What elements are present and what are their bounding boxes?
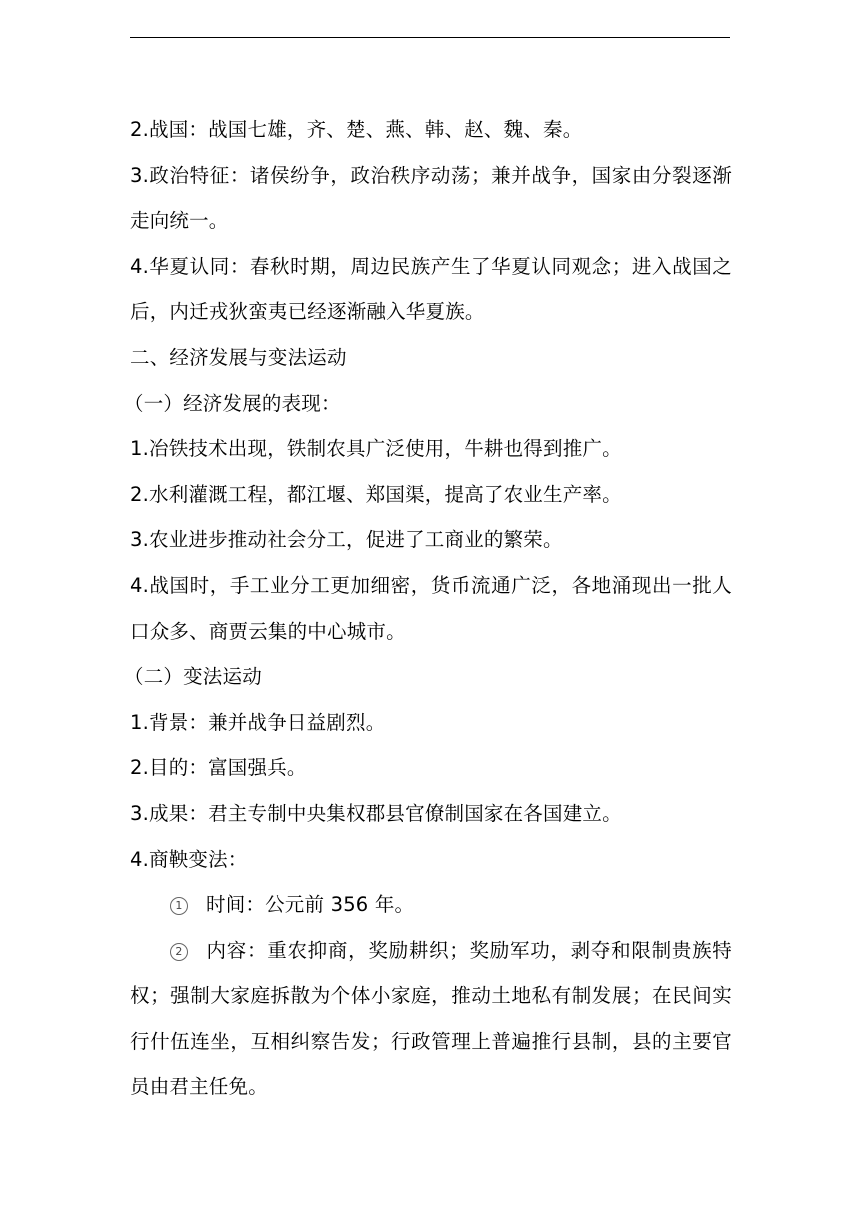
paragraph-handicraft-cities: 4.战国时，手工业分工更加细密，货币流通广泛，各地涌现出一批人口众多、商贾云集的中心城市。 <box>130 573 732 643</box>
paragraph-irrigation: 2.水利灌溉工程，都江堰、郑国渠，提高了农业生产率。 <box>130 482 622 506</box>
document-body <box>124 107 732 1110</box>
subsection-heading-economic-development: （一）经济发展的表现： <box>124 391 341 415</box>
list-item-time <box>130 882 732 928</box>
paragraph-background: 1.背景：兼并战争日益剧烈。 <box>130 710 386 734</box>
list-item-content <box>130 928 732 1110</box>
list-item-text: 内容：重农抑商，奖励耕织；奖励军功，剥夺和限制贵族特权；强制大家庭拆散为个体小家庭，推动土地私有制发展；在民间实行什伍连坐，互相纠察告发；行政管理上普遍推行县制，县的主要官员由君主任免。 <box>130 938 732 1099</box>
paragraph-purpose: 2.目的：富国强兵。 <box>130 756 307 780</box>
paragraph-shang-yang-reform: 4.商鞅变法： <box>130 847 248 871</box>
section-heading-economy-reform: 二、经济发展与变法运动 <box>130 345 347 369</box>
list-item-text: 时间：公元前 356 年。 <box>206 893 415 917</box>
subsection-heading-reform-movement: （二）变法运动 <box>124 665 262 689</box>
paragraph-division-of-labor: 3.农业进步推动社会分工，促进了工商业的繁荣。 <box>130 528 563 552</box>
paragraph-warring-states: 2.战国：战国七雄，齐、楚、燕、韩、赵、魏、秦。 <box>130 118 583 141</box>
paragraph-iron-smelting: 1.冶铁技术出现，铁制农具广泛使用，牛耕也得到推广。 <box>130 437 622 461</box>
list-marker-circled-number: 2 <box>170 943 188 961</box>
paragraph-result: 3.成果：君主专制中央集权郡县官僚制国家在各国建立。 <box>130 801 622 825</box>
header-rule <box>130 37 730 38</box>
paragraph-huaxia-identity: 4.华夏认同：春秋时期，周边民族产生了华夏认同观念；进入战国之后，内迁戎狄蛮夷已经逐渐融入华夏族。 <box>130 254 732 324</box>
paragraph-political-features: 3.政治特征：诸侯纷争，政治秩序动荡；兼并战争，国家由分裂逐渐走向统一。 <box>130 163 732 233</box>
list-marker-circled-number: 1 <box>170 897 188 915</box>
